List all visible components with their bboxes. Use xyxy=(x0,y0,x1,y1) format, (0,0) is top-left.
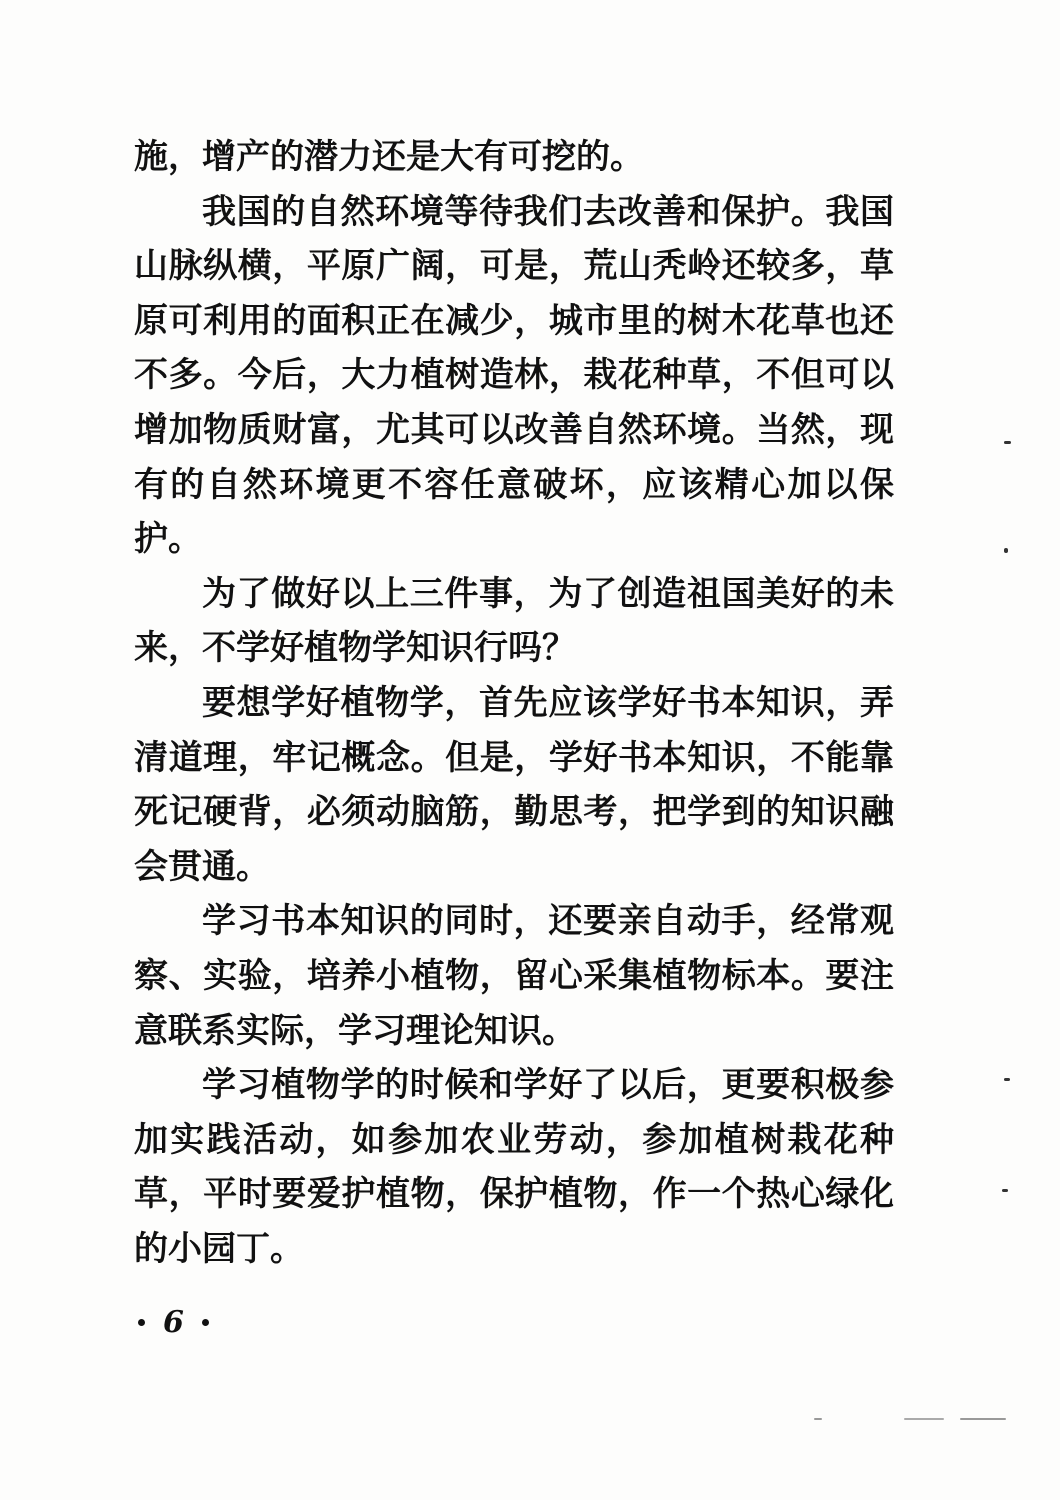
paragraph-4: 要想学好植物学，首先应该学好书本知识，弄清道理，牢记概念。但是，学好书本知识，不能靠死记硬背，必须动脑筋，勤思考，把学到的知识融会贯通。 xyxy=(134,682,894,887)
page-number xyxy=(138,1302,238,1342)
body-text xyxy=(134,130,894,1276)
paragraph-2: 我国的自然环境等待我们去改善和保护。我国山脉纵横，平原广阔，可是，荒山秃岭还较多，草原可利用的面积正在减少，城市里的树木花草也还不多。今后，大力植树造林，栽花种草，不但可以增加物质财富，尤其可以改善自然环境。当然，现有的自然环境更不容任意破坏，应该精心加以保护。 xyxy=(134,191,894,560)
dot-right-icon xyxy=(202,1319,209,1326)
page-number-value: 6 xyxy=(163,1304,184,1340)
dot-left-icon xyxy=(138,1319,145,1326)
paragraph-6: 学习植物学的时候和学好了以后，更要积极参加实践活动，如参加农业劳动，参加植树栽花种草，平时要爱护植物，保护植物，作一个热心绿化的小园丁。 xyxy=(134,1065,894,1269)
scan-speck xyxy=(960,1418,1006,1420)
scan-speck xyxy=(1002,1189,1008,1192)
scan-speck xyxy=(1004,548,1008,553)
scan-speck xyxy=(904,1418,944,1420)
scan-speck xyxy=(1004,441,1011,444)
scan-speck xyxy=(1004,1078,1010,1081)
scan-speck xyxy=(814,1418,822,1420)
paragraph-5: 学习书本知识的同时，还要亲自动手，经常观察、实验，培养小植物，留心采集植物标本。要注意联系实际，学习理论知识。 xyxy=(134,901,894,1051)
paragraph-3: 为了做好以上三件事，为了创造祖国美好的未来，不学好植物学知识行吗？ xyxy=(134,573,894,669)
paragraph-1: 施，增产的潜力还是大有可挖的。 xyxy=(134,137,644,177)
